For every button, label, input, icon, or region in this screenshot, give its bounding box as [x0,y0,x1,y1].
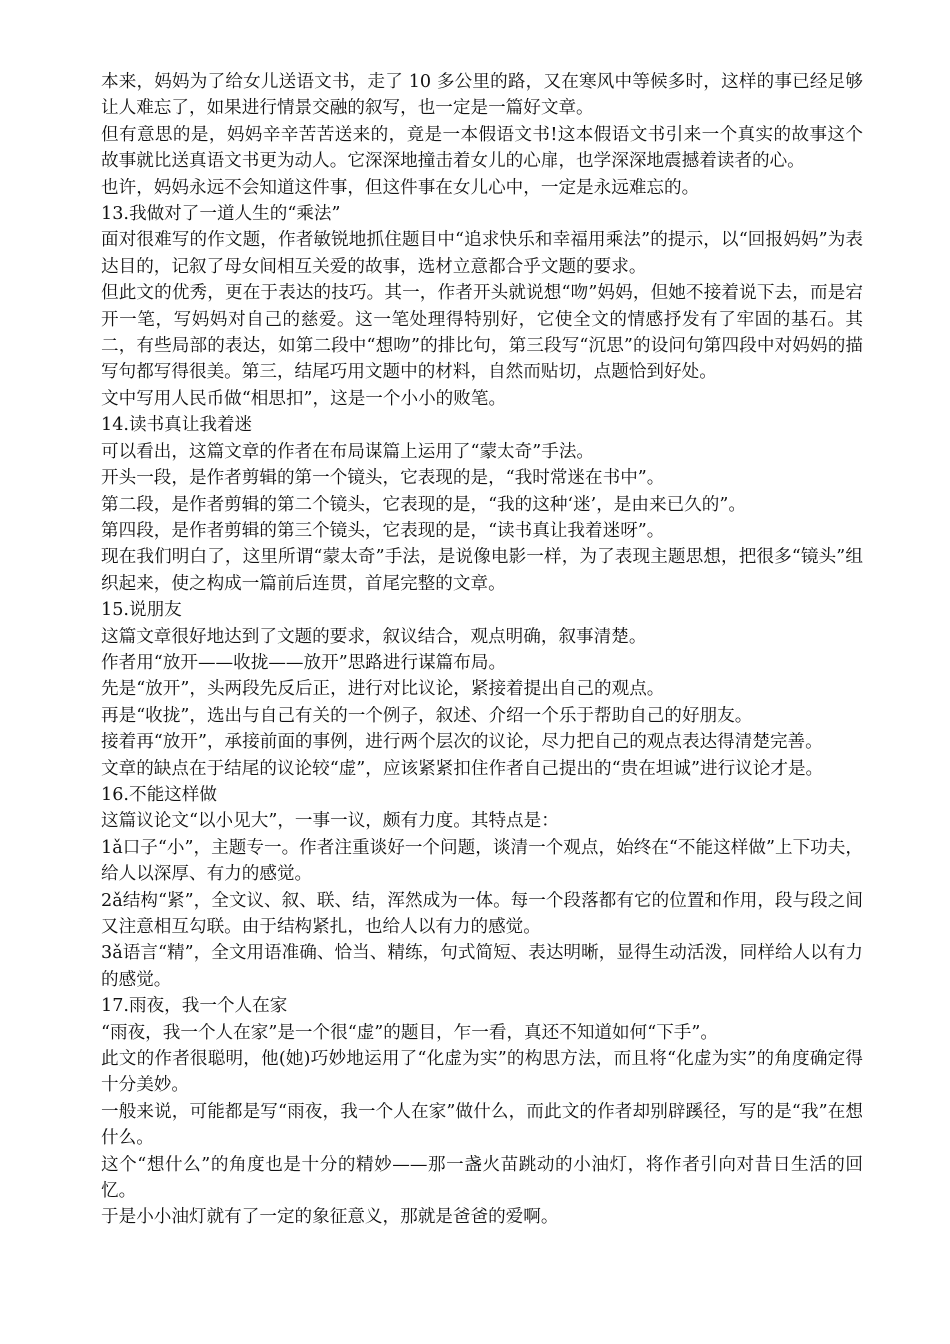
paragraph: 现在我们明白了，这里所谓“蒙太奇”手法，是说像电影一样，为了表现主题思想，把很多“镜头”组织起来，使之构成一篇前后连贯，首尾完整的文章。 [101,547,863,594]
paragraph: 可以看出，这篇文章的作者在布局谋篇上运用了“蒙太奇”手法。 [101,441,595,462]
section-heading: 14.读书真让我着迷 [101,415,253,436]
paragraph: 第四段，是作者剪辑的第三个镜头，它表现的是，“读书真让我着迷呀”。 [101,520,665,541]
paragraph: 也许，妈妈永远不会知道这件事，但这件事在女儿心中，一定是永远难忘的。 [101,177,700,198]
paragraph: 这篇议论文“以小见大”，一事一议，颇有力度。其特点是： [101,811,559,832]
paragraph: 先是“放开”，头两段先反后正，进行对比议论，紧接着提出自己的观点。 [101,679,665,700]
document-body [101,69,863,1231]
paragraph: 一般来说，可能都是写“雨夜，我一个人在家”做什么，而此文的作者却别辟蹊径，写的是“我”在想什么。 [101,1101,863,1149]
paragraph: 这篇文章很好地达到了文题的要求，叙议结合，观点明确，叙事清楚。 [101,626,647,647]
paragraph: 此文的作者很聪明，他(她)巧妙地运用了“化虚为实”的构思方法，而且将“化虚为实”的角度确定得十分美妙。 [101,1049,863,1096]
paragraph: 作者用“放开——收拢——放开”思路进行谋篇布局。 [101,652,507,673]
paragraph: 1ǎ口子“小”，主题专一。作者注重谈好一个问题，谈清一个观点，始终在“不能这样做”上下功夫，给人以深厚、有力的感觉。 [101,837,863,885]
paragraph: 接着再“放开”，承接前面的事例，进行两个层次的议论，尽力把自己的观点表达得清楚完善。 [101,732,823,753]
paragraph: 面对很难写的作文题，作者敏锐地抓住题目中“追求快乐和幸福用乘法”的提示，以“回报妈妈”为表达目的，记叙了母女间相互关爱的故事，选材立意都合乎文题的要求。 [101,230,863,277]
section-heading: 17.雨夜，我一个人在家 [101,996,288,1017]
paragraph: 再是“收拢”，选出与自己有关的一个例子，叙述、介绍一个乐于帮助自己的好朋友。 [101,705,753,726]
paragraph: 2ǎ结构“紧”，全文议、叙、联、结，浑然成为一体。每一个段落都有它的位置和作用，段与段之间又注意相互勾联。由于结构紧扎，也给人以有力的感觉。 [101,890,863,937]
section-heading: 15.说朋友 [101,600,182,621]
paragraph: 开头一段，是作者剪辑的第一个镜头，它表现的是，“我时常迷在书中”。 [101,468,665,489]
paragraph: 第二段，是作者剪辑的第二个镜头，它表现的是，“我的这种‘迷’，是由来已久的”。 [101,494,746,515]
paragraph: 但有意思的是，妈妈辛辛苦苦送来的，竟是一本假语文书!这本假语文书引来一个真实的故事这个故事就比送真语文书更为动人。它深深地撞击着女儿的心扉，也学深深地震撼着读者的心。 [101,124,863,172]
paragraph: 但此文的优秀，更在于表达的技巧。其一，作者开头就说想“吻”妈妈，但她不接着说下去，而是宕开一笔，写妈妈对自己的慈爱。这一笔处理得特别好，它使全文的情感抒发有了牢固的基石。其二，有些局部的表达，如第二段中“想吻”的排比句，第三段写“沉思”的设问句第四段中对妈妈的描写句都写得很美。第三，结尾巧用文题中的材料，自然而贴切，点题恰到好处。 [101,283,863,383]
section-heading: 16.不能这样做 [101,784,217,805]
paragraph: 文中写用人民币做“相思扣”，这是一个小小的败笔。 [101,388,507,409]
paragraph: 3ǎ语言“精”，全文用语准确、恰当、精练，句式简短、表达明晰，显得生动活泼，同样给人以有力的感觉。 [101,943,863,990]
paragraph: 文章的缺点在于结尾的议论较“虚”，应该紧紧扣住作者自己提出的“贵在坦诚”进行议论才是。 [101,758,824,779]
paragraph: “雨夜，我一个人在家”是一个很“虚”的题目，乍一看，真还不知道如何“下手”。 [101,1022,718,1043]
paragraph: 本来，妈妈为了给女儿送语文书，走了 10 多公里的路，又在寒风中等候多时，这样的事已经足够让人难忘了，如果进行情景交融的叙写，也一定是一篇好文章。 [101,72,863,119]
paragraph: 于是小小油灯就有了一定的象征意义，那就是爸爸的爱啊。 [101,1207,559,1228]
paragraph: 这个“想什么”的角度也是十分的精妙——那一盏火苗跳动的小油灯，将作者引向对昔日生活的回忆。 [101,1154,863,1202]
section-heading: 13.我做对了一道人生的“乘法” [101,204,341,225]
